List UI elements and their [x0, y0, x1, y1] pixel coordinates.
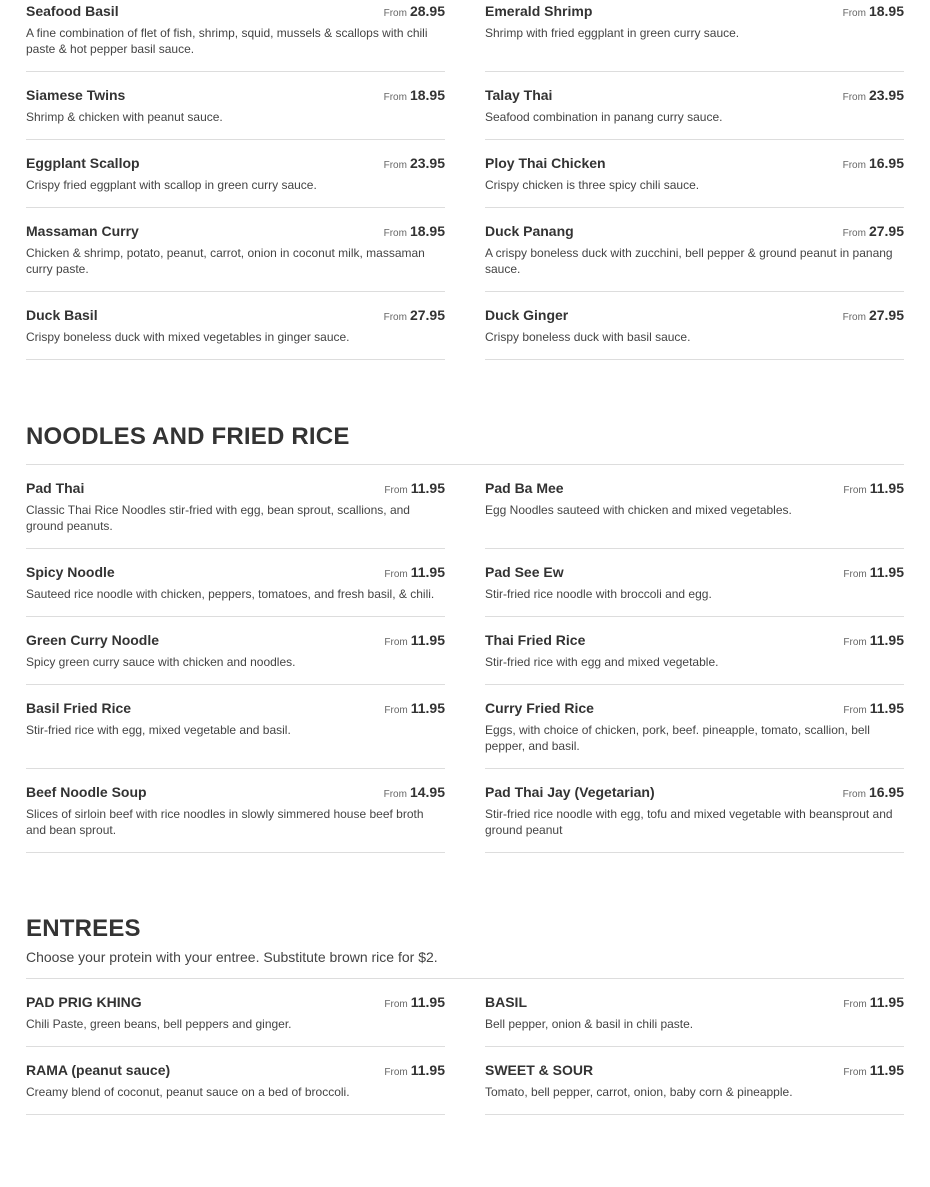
menu-item-price	[843, 1, 904, 24]
menu-item-price	[384, 478, 445, 501]
menu-item-price	[384, 630, 445, 653]
menu-item[interactable]	[485, 685, 904, 769]
menu-item-header	[485, 698, 904, 718]
price-from-label: From	[384, 1067, 408, 1078]
noodles-menu-grid	[26, 465, 904, 853]
menu-item-name: Pad Thai Jay (Vegetarian)	[485, 784, 655, 800]
menu-item-name: Curry Fried Rice	[485, 700, 594, 716]
menu-item-description: Eggs, with choice of chicken, pork, beef. pineapple, tomato, scallion, bell pepper, and basil.	[485, 723, 870, 753]
price-amount: 11.95	[410, 480, 445, 496]
menu-item-name: Seafood Basil	[26, 3, 119, 19]
menu-item[interactable]	[485, 465, 904, 549]
menu-item-name: Thai Fried Rice	[485, 632, 586, 648]
section-title-noodles: NOODLES AND FRIED RICE	[26, 423, 350, 450]
price-from-label: From	[383, 92, 407, 103]
menu-item[interactable]	[26, 979, 445, 1047]
menu-item-header	[26, 1060, 445, 1080]
menu-item-name: Pad See Ew	[485, 564, 564, 580]
menu-item-header	[485, 85, 904, 105]
menu-page	[26, 0, 904, 1115]
price-amount: 11.95	[410, 1062, 445, 1078]
menu-item-header	[26, 305, 445, 325]
menu-item[interactable]	[26, 0, 445, 72]
menu-item-name: Beef Noodle Soup	[26, 784, 147, 800]
menu-item-description: Creamy blend of coconut, peanut sauce on a bed of broccoli.	[26, 1085, 350, 1099]
price-from-label: From	[842, 160, 866, 171]
menu-item[interactable]	[485, 140, 904, 208]
menu-item-header	[26, 782, 445, 802]
menu-item-description: Slices of sirloin beef with rice noodles in slowly simmered house beef broth and bean sprout.	[26, 807, 424, 837]
price-amount: 27.95	[409, 307, 445, 323]
price-from-label: From	[843, 485, 867, 496]
menu-item-description: Crispy fried eggplant with scallop in green curry sauce.	[26, 178, 317, 192]
menu-item-description: Stir-fried rice with egg and mixed vegetable.	[485, 655, 719, 669]
price-from-label: From	[842, 92, 866, 103]
menu-item-header	[26, 562, 445, 582]
price-amount: 27.95	[868, 223, 904, 239]
menu-item-description: A crispy boneless duck with zucchini, bell pepper & ground peanut in panang sauce.	[485, 246, 893, 276]
menu-item[interactable]	[485, 208, 904, 292]
menu-item-price	[843, 992, 904, 1015]
price-from-label: From	[384, 569, 408, 580]
price-from-label: From	[843, 705, 867, 716]
menu-item-price	[384, 305, 445, 328]
price-amount: 11.95	[410, 700, 445, 716]
menu-item-header	[26, 153, 445, 173]
price-amount: 11.95	[869, 480, 904, 496]
menu-item[interactable]	[26, 140, 445, 208]
menu-item-name: Ploy Thai Chicken	[485, 155, 606, 171]
price-amount: 11.95	[410, 564, 445, 580]
menu-item-price	[384, 1, 445, 24]
menu-item-description: Stir-fried rice with egg, mixed vegetable and basil.	[26, 723, 291, 737]
price-from-label: From	[383, 228, 407, 239]
price-from-label: From	[384, 999, 408, 1010]
price-from-label: From	[383, 312, 407, 323]
menu-item-description: Crispy boneless duck with mixed vegetables in ginger sauce.	[26, 330, 350, 344]
menu-item-name: Duck Ginger	[485, 307, 569, 323]
menu-item-price	[843, 1060, 904, 1083]
menu-item-header	[485, 305, 904, 325]
menu-item-price	[384, 1060, 445, 1083]
menu-item-description: Chili Paste, green beans, bell peppers and ginger.	[26, 1017, 292, 1031]
menu-item-price	[843, 305, 904, 328]
price-amount: 23.95	[409, 155, 445, 171]
menu-item[interactable]	[485, 0, 904, 72]
price-amount: 11.95	[869, 700, 904, 716]
menu-item-header	[26, 1, 445, 21]
menu-item-price	[384, 153, 445, 176]
price-from-label: From	[383, 789, 407, 800]
price-from-label: From	[843, 1067, 867, 1078]
menu-item-description: Classic Thai Rice Noodles stir-fried with egg, bean sprout, scallions, and ground peanuts.	[26, 503, 410, 533]
menu-item-header	[485, 782, 904, 802]
price-from-label: From	[383, 160, 407, 171]
entrees-subtitle: Choose your protein with your entree. Substitute brown rice for $2.	[26, 949, 438, 965]
price-amount: 23.95	[868, 87, 904, 103]
menu-item-price	[843, 630, 904, 653]
menu-item-description: Bell pepper, onion & basil in chili paste.	[485, 1017, 694, 1031]
price-amount: 14.95	[409, 784, 445, 800]
menu-item-header	[485, 153, 904, 173]
menu-item-description: Stir-fried rice noodle with broccoli and egg.	[485, 587, 712, 601]
menu-item-description: Spicy green curry sauce with chicken and noodles.	[26, 655, 296, 669]
menu-item-price	[843, 221, 904, 244]
menu-item-header	[26, 698, 445, 718]
menu-item-header	[485, 630, 904, 650]
menu-item-description: Egg Noodles sauteed with chicken and mixed vegetables.	[485, 503, 792, 517]
menu-item-name: Duck Basil	[26, 307, 98, 323]
menu-item-description: Seafood combination in panang curry sauce.	[485, 110, 723, 124]
menu-item-description: A fine combination of flet of fish, shrimp, squid, mussels & scallops with chili paste & hot pepper basil sauce.	[26, 26, 428, 56]
menu-item-header	[26, 630, 445, 650]
price-from-label: From	[842, 228, 866, 239]
menu-item-name: Siamese Twins	[26, 87, 126, 103]
price-amount: 11.95	[410, 994, 445, 1010]
menu-item-name: Talay Thai	[485, 87, 553, 103]
price-from-label: From	[384, 705, 408, 716]
price-amount: 27.95	[868, 307, 904, 323]
section-title-entrees: ENTREES	[26, 915, 141, 942]
menu-item-price	[384, 562, 445, 585]
menu-item-price	[843, 478, 904, 501]
menu-item-header	[485, 562, 904, 582]
menu-item[interactable]	[26, 208, 445, 292]
price-amount: 11.95	[869, 994, 904, 1010]
menu-item-description: Crispy boneless duck with basil sauce.	[485, 330, 691, 344]
menu-item-header	[485, 1, 904, 21]
price-from-label: From	[384, 485, 408, 496]
menu-item-header	[485, 221, 904, 241]
price-amount: 18.95	[868, 3, 904, 19]
menu-item-name: Pad Thai	[26, 480, 85, 496]
menu-item-name: RAMA (peanut sauce)	[26, 1062, 171, 1078]
menu-item[interactable]	[26, 769, 445, 853]
menu-item[interactable]	[26, 292, 445, 360]
menu-item-header	[26, 221, 445, 241]
menu-item[interactable]	[485, 72, 904, 140]
menu-item[interactable]	[485, 292, 904, 360]
price-amount: 11.95	[869, 1062, 904, 1078]
menu-item-header	[485, 992, 904, 1012]
menu-item[interactable]	[485, 1047, 904, 1115]
price-amount: 11.95	[869, 564, 904, 580]
menu-item-name: Pad Ba Mee	[485, 480, 564, 496]
menu-item-header	[26, 478, 445, 498]
price-from-label: From	[842, 789, 866, 800]
menu-item-price	[843, 562, 904, 585]
menu-item-header	[485, 478, 904, 498]
menu-item-description: Tomato, bell pepper, carrot, onion, baby corn & pineapple.	[485, 1085, 793, 1099]
menu-item-description: Shrimp with fried eggplant in green curry sauce.	[485, 26, 740, 40]
price-from-label: From	[384, 637, 408, 648]
menu-item-price	[384, 85, 445, 108]
noodles-section	[26, 423, 904, 853]
menu-item-price	[384, 782, 445, 805]
menu-item[interactable]	[485, 549, 904, 617]
price-amount: 28.95	[409, 3, 445, 19]
menu-item-header	[26, 85, 445, 105]
price-from-label: From	[843, 569, 867, 580]
entrees-menu-grid	[26, 979, 904, 1115]
menu-item-description: Stir-fried rice noodle with egg, tofu and mixed vegetable with beansprout and ground peanut	[485, 807, 893, 837]
menu-item-description: Crispy chicken is three spicy chili sauce.	[485, 178, 700, 192]
price-from-label: From	[383, 8, 407, 19]
price-from-label: From	[842, 312, 866, 323]
menu-item[interactable]	[26, 465, 445, 549]
menu-item-price	[384, 698, 445, 721]
menu-item-name: Spicy Noodle	[26, 564, 115, 580]
menu-item-name: Emerald Shrimp	[485, 3, 593, 19]
menu-item-name: PAD PRIG KHING	[26, 994, 142, 1010]
menu-item[interactable]	[26, 685, 445, 769]
menu-item[interactable]	[485, 979, 904, 1047]
price-amount: 11.95	[410, 632, 445, 648]
menu-item-header	[485, 1060, 904, 1080]
menu-item-name: Eggplant Scallop	[26, 155, 140, 171]
price-from-label: From	[843, 637, 867, 648]
menu-item-name: Basil Fried Rice	[26, 700, 132, 716]
menu-item-name: Massaman Curry	[26, 223, 139, 239]
entrees-section	[26, 915, 904, 1115]
entrees-section-header	[26, 915, 904, 979]
menu-item[interactable]	[26, 549, 445, 617]
price-from-label: From	[842, 8, 866, 19]
curries-menu-grid	[26, 0, 904, 360]
menu-item-price	[843, 153, 904, 176]
menu-item-header	[26, 992, 445, 1012]
menu-item[interactable]	[485, 769, 904, 853]
menu-item-price	[843, 782, 904, 805]
menu-item[interactable]	[26, 1047, 445, 1115]
price-amount: 11.95	[869, 632, 904, 648]
menu-item[interactable]	[26, 72, 445, 140]
price-amount: 16.95	[868, 784, 904, 800]
menu-item-name: BASIL	[485, 994, 527, 1010]
menu-item-description: Sauteed rice noodle with chicken, peppers, tomatoes, and fresh basil, & chili.	[26, 587, 435, 601]
price-from-label: From	[843, 999, 867, 1010]
menu-item-price	[384, 221, 445, 244]
price-amount: 16.95	[868, 155, 904, 171]
menu-item-name: Duck Panang	[485, 223, 574, 239]
menu-item-name: Green Curry Noodle	[26, 632, 160, 648]
menu-item[interactable]	[485, 617, 904, 685]
menu-item-description: Chicken & shrimp, potato, peanut, carrot, onion in coconut milk, massaman curry paste.	[26, 246, 425, 276]
noodles-section-header	[26, 423, 904, 465]
menu-item-price	[843, 85, 904, 108]
price-amount: 18.95	[409, 223, 445, 239]
menu-item-price	[384, 992, 445, 1015]
menu-item-name: SWEET & SOUR	[485, 1062, 594, 1078]
menu-item[interactable]	[26, 617, 445, 685]
menu-item-price	[843, 698, 904, 721]
menu-item-description: Shrimp & chicken with peanut sauce.	[26, 110, 223, 124]
price-amount: 18.95	[409, 87, 445, 103]
